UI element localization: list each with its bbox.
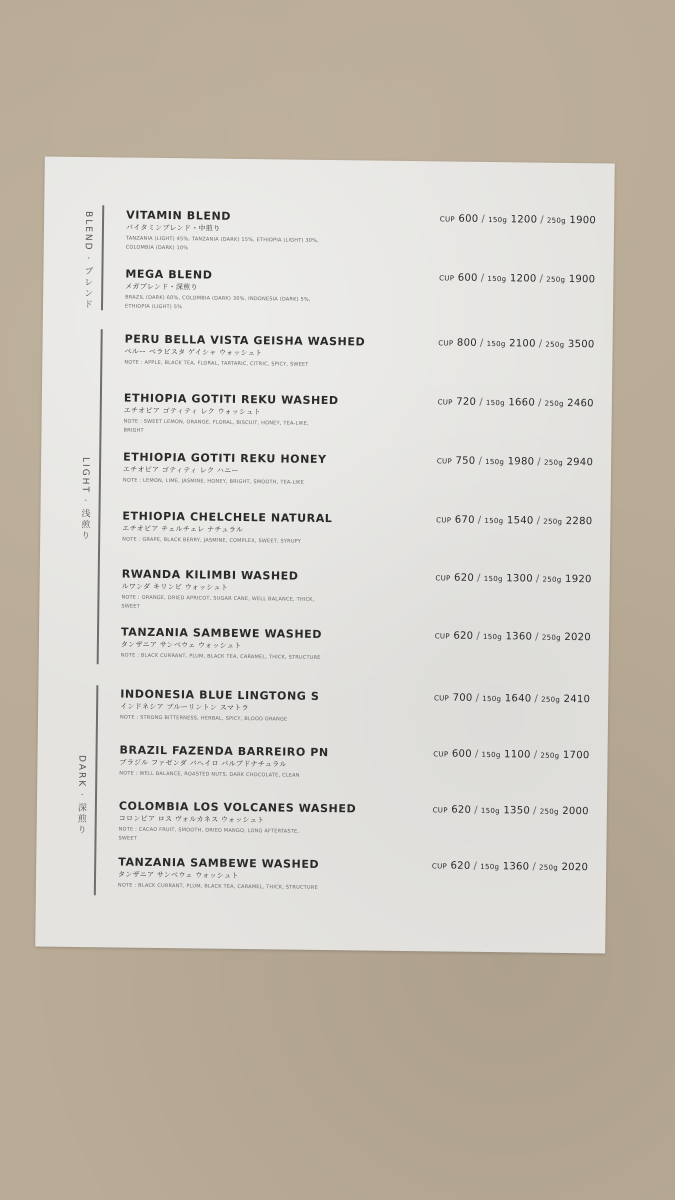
cup-price: 600 (451, 748, 472, 760)
price-150g: 1640 (504, 693, 532, 705)
price-250g: 1900 (569, 214, 597, 227)
price-150g: 1200 (509, 273, 537, 285)
price-150g: 1300 (506, 573, 533, 585)
price-separator: / (536, 515, 541, 527)
price-250g: 2460 (567, 397, 594, 410)
cup-label: CUP (431, 862, 448, 871)
price-separator: / (481, 213, 486, 225)
weight-250g-label: 250g (546, 275, 566, 284)
price-separator: / (534, 693, 539, 705)
price-line (435, 572, 591, 585)
price-separator: / (540, 214, 545, 226)
cup-price: 720 (456, 396, 477, 408)
price-separator: / (479, 396, 483, 408)
tasting-note: BRAZIL (DARK) 60%, COLOMBIA (DARK) 30%, INDONESIA (DARK) 5%, ETHIOPIA (LIGHT) 5% (124, 294, 311, 311)
price-line (438, 337, 594, 350)
price-separator: / (538, 338, 543, 350)
dark-divider (94, 685, 98, 895)
tasting-note: NOTE : BLACK CURRANT, PLUM, BLACK TEA, CARAMEL, THICK, STRUCTURE (117, 882, 318, 891)
cup-price: 620 (454, 572, 475, 584)
price-line (433, 748, 589, 761)
price-line (434, 692, 590, 705)
weight-150g-label: 150g (481, 750, 501, 760)
blend-divider (101, 205, 104, 310)
price-250g: 1900 (568, 273, 596, 286)
price-line (440, 213, 596, 226)
tasting-note: TANZANIA (LIGHT) 45%, TANZANIA (DARK) 15%, ETHIOPIA (LIGHT) 30%, COLOMBIA (DARK) 10% (125, 235, 319, 252)
weight-150g-label: 150g (482, 632, 503, 642)
price-separator: / (535, 573, 540, 585)
menu-item (118, 855, 589, 913)
cup-label: CUP (437, 398, 453, 407)
menu-item (121, 568, 592, 626)
price-150g: 1360 (505, 631, 533, 643)
section-label-blend: BLEND · ブレンド (81, 211, 94, 311)
price-150g: 1660 (508, 397, 536, 409)
cup-price: 600 (457, 272, 478, 284)
cup-label: CUP (436, 457, 453, 466)
tasting-note: NOTE : STRONG BITTERNESS, HERBAL, SPICY, BLOOD ORANGE (119, 714, 288, 723)
weight-250g-label: 250g (540, 751, 560, 760)
price-150g: 1350 (503, 805, 531, 817)
weight-250g-label: 250g (538, 863, 559, 872)
menu-item (120, 626, 591, 684)
coffee-name-jp: タンザニア サンベウェ ウォッシュト (118, 870, 239, 880)
weight-250g-label: 250g (539, 807, 559, 816)
weight-250g-label: 250g (545, 340, 565, 349)
price-separator: / (539, 273, 544, 285)
cup-price: 600 (458, 213, 479, 225)
cup-price: 620 (451, 804, 472, 816)
coffee-name-jp: エチオピア チェルチェレ ナチュラル (122, 524, 244, 534)
price-separator: / (477, 514, 482, 526)
price-150g: 1360 (502, 861, 530, 873)
weight-150g-label: 150g (484, 516, 504, 526)
cup-price: 620 (453, 630, 474, 642)
price-line (432, 860, 588, 873)
price-separator: / (477, 572, 481, 584)
menu-item (125, 268, 596, 326)
menu-item (123, 451, 594, 509)
cup-label: CUP (434, 632, 450, 641)
tasting-note: NOTE : ORANGE, DRIED APRICOT, SUGAR CANE, WELL BALANCE, THICK, SWEET (121, 594, 315, 610)
price-150g: 1540 (506, 515, 534, 527)
price-separator: / (478, 455, 483, 467)
cup-label: CUP (439, 274, 455, 283)
price-250g: 2020 (564, 631, 592, 644)
price-250g: 2410 (563, 693, 591, 706)
weight-150g-label: 150g (488, 215, 508, 225)
price-250g: 2940 (566, 456, 594, 469)
weight-150g-label: 150g (480, 806, 500, 816)
price-line (439, 272, 595, 285)
weight-150g-label: 150g (485, 457, 505, 467)
coffee-name: ETHIOPIA CHELCHELE NATURAL (122, 509, 333, 526)
price-line (436, 514, 592, 527)
cup-label: CUP (439, 215, 456, 224)
price-separator: / (475, 692, 480, 704)
cup-label: CUP (433, 694, 450, 703)
coffee-name-jp: コロンビア ロス ヴォルカネス ウォッシュト (118, 814, 265, 825)
price-150g: 2100 (509, 338, 536, 350)
price-separator: / (474, 748, 479, 760)
coffee-name: ETHIOPIA GOTITI REKU WASHED (123, 391, 339, 408)
menu-item (124, 333, 595, 391)
coffee-name-jp: エチオピア ゴティティ レク ウォッシュト (123, 406, 261, 417)
weight-250g-label: 250g (546, 216, 567, 225)
coffee-name-jp: ブラジル ファゼンダ バヘイロ パルプドナチュラル (119, 758, 287, 769)
price-line (437, 455, 593, 468)
tasting-note: NOTE : BLACK CURRANT, PLUM, BLACK TEA, CARAMEL, THICK, STRUCTURE (120, 652, 321, 661)
coffee-name-jp: エチオピア ゴティティ レク ハニー (122, 465, 239, 475)
weight-150g-label: 150g (483, 574, 503, 584)
coffee-name-jp: バイタミンブレンド・中煎り (125, 223, 221, 233)
price-separator: / (474, 804, 478, 816)
price-line (435, 630, 591, 643)
price-separator: / (532, 805, 537, 817)
coffee-name: TANZANIA SAMBEWE WASHED (120, 625, 323, 641)
coffee-name: PERU BELLA VISTA GEISHA WASHED (124, 332, 366, 349)
weight-150g-label: 150g (485, 398, 505, 408)
weight-250g-label: 250g (544, 399, 564, 408)
coffee-name: BRAZIL FAZENDA BARREIRO PN (119, 743, 329, 760)
coffee-name: ETHIOPIA GOTITI REKU HONEY (123, 450, 327, 467)
coffee-name: RWANDA KILIMBI WASHED (121, 567, 299, 583)
weight-150g-label: 150g (482, 694, 502, 704)
weight-250g-label: 250g (542, 575, 562, 584)
coffee-name-jp: ルワンダ キリンビ ウォッシュト (121, 582, 229, 592)
tasting-note: NOTE : APPLE, BLACK TEA, FLORAL, TARTARIC, CITRIC, SPICY, SWEET (124, 359, 309, 368)
coffee-name: COLOMBIA LOS VOLCANES WASHED (118, 799, 357, 816)
price-250g: 3500 (567, 338, 595, 351)
price-separator: / (479, 337, 484, 349)
tasting-note: NOTE : GRAPE, BLACK BERRY, JASMINE, COMPLEX, SWEET, SYRUPY (122, 536, 302, 545)
tasting-note: NOTE : SWEET LEMON, ORANGE, FLORAL, BISCUIT, HONEY, TEA-LIKE, BRIGHT (123, 418, 309, 434)
menu-item (126, 209, 597, 267)
menu-item (119, 744, 590, 802)
coffee-name-jp: タンザニア サンベウェ ウォッシュト (120, 640, 242, 650)
price-250g: 1920 (564, 573, 592, 586)
weight-250g-label: 250g (543, 517, 563, 526)
price-separator: / (537, 397, 542, 409)
cup-label: CUP (438, 339, 454, 348)
cup-label: CUP (436, 516, 452, 525)
price-250g: 2020 (561, 861, 589, 874)
price-150g: 1980 (507, 456, 535, 468)
tasting-note: NOTE : WELL BALANCE, ROASTED NUTS, DARK CHOCOLATE, CLEAN (119, 770, 300, 779)
cup-price: 750 (455, 455, 476, 467)
menu-item (123, 392, 594, 450)
menu-paper (35, 157, 615, 954)
cup-price: 700 (452, 692, 473, 704)
section-label-dark: DARK · 深煎り (75, 754, 87, 836)
menu-item (120, 688, 591, 746)
price-line (438, 396, 594, 409)
price-separator: / (533, 749, 538, 761)
cup-price: 620 (450, 860, 471, 872)
menu-item (118, 800, 589, 858)
light-divider (97, 329, 103, 664)
weight-150g-label: 150g (486, 339, 506, 349)
price-separator: / (532, 861, 537, 873)
coffee-name-jp: ペルー ベラビスタ ゲイシャ ウォッシュト (124, 347, 263, 358)
price-250g: 2280 (565, 515, 593, 528)
price-separator: / (473, 860, 478, 872)
price-separator: / (537, 456, 542, 468)
coffee-name-jp: メガブレンド・深煎り (125, 282, 198, 292)
weight-250g-label: 250g (543, 458, 564, 467)
weight-250g-label: 250g (541, 633, 561, 642)
price-separator: / (476, 630, 481, 642)
cup-price: 670 (454, 514, 475, 526)
coffee-name: VITAMIN BLEND (126, 208, 232, 223)
price-separator: / (535, 631, 539, 643)
price-250g: 1700 (562, 749, 590, 762)
section-label-light: LIGHT · 浅煎り (79, 457, 91, 542)
cup-label: CUP (433, 750, 449, 759)
coffee-name: TANZANIA SAMBEWE WASHED (118, 855, 320, 871)
weight-250g-label: 250g (541, 695, 561, 704)
cup-label: CUP (432, 806, 448, 815)
weight-150g-label: 150g (480, 862, 500, 872)
price-separator: / (480, 272, 485, 284)
price-150g: 1100 (504, 749, 531, 761)
tasting-note: NOTE : CACAO FRUIT, SMOOTH, DRIED MANGO, LONG AFTERTASTE, SWEET (118, 826, 300, 842)
tasting-note: NOTE : LEMON, LIME, JASMINE, HONEY, BRIGHT, SMOOTH, TEA-LIKE (122, 477, 304, 486)
cup-label: CUP (435, 574, 451, 583)
menu-item (122, 510, 593, 568)
price-line (433, 804, 589, 817)
coffee-name: MEGA BLEND (125, 267, 213, 282)
price-250g: 2000 (562, 805, 589, 818)
cup-price: 800 (456, 337, 478, 349)
weight-150g-label: 150g (487, 274, 507, 284)
price-150g: 1200 (510, 214, 538, 226)
coffee-name: INDONESIA BLUE LINGTONG S (120, 687, 320, 703)
coffee-name-jp: インドネシア ブルーリントン スマトラ (120, 702, 249, 713)
